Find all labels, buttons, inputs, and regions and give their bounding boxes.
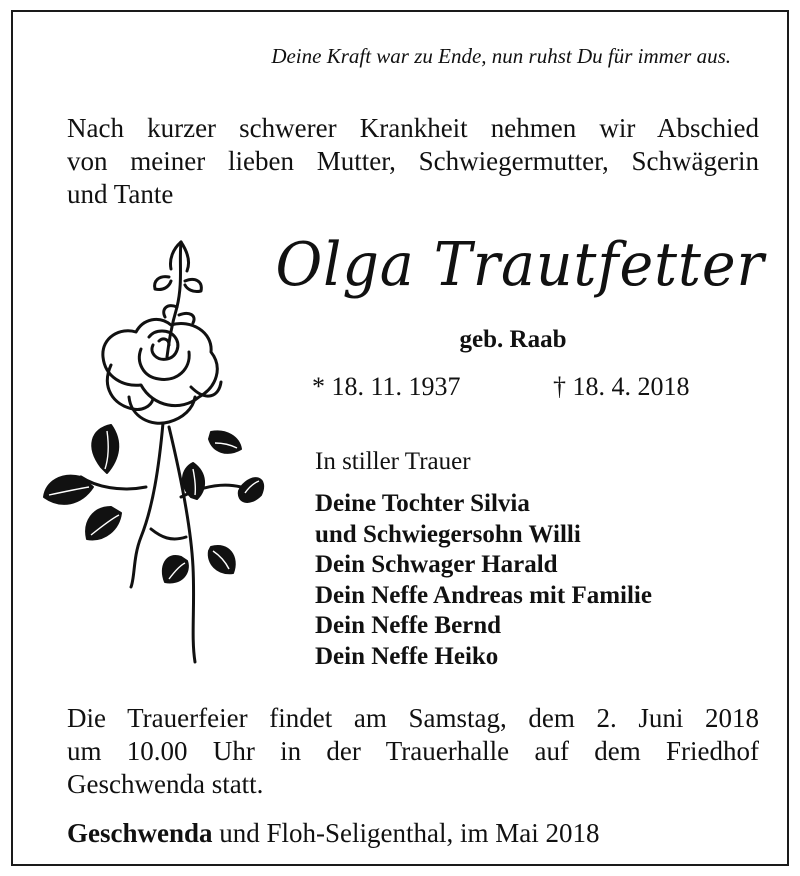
mourner-item: Dein Neffe Bernd	[315, 612, 502, 639]
service-line: Geschwenda statt.	[67, 769, 264, 799]
motto: Deine Kraft war zu Ende, nun ruhst Du für immer aus.	[271, 44, 731, 68]
mourner-item: und Schwiegersohn Willi	[315, 520, 581, 548]
footer-rest: und Floh-Seligenthal, im Mai 2018	[212, 818, 600, 848]
rose-icon	[41, 237, 266, 667]
intro-line: Nach kurzer schwerer Krankheit nehmen wir Abschied	[67, 113, 759, 143]
footer-place: Geschwenda	[67, 818, 213, 848]
death-date: † 18. 4. 2018	[553, 372, 690, 401]
mourning-intro: In stiller Trauer	[315, 448, 471, 475]
intro-line: und Tante	[67, 179, 174, 209]
deceased-name: Olga Trautfetter	[275, 230, 765, 300]
mourner-item: Dein Schwager Harald	[315, 551, 558, 578]
mourner-item: Dein Neffe Andreas mit Familie	[315, 581, 652, 609]
birth-date: * 18. 11. 1937	[312, 372, 461, 401]
service-info	[67, 702, 759, 801]
obituary-frame	[11, 10, 789, 866]
service-line: Die Trauerfeier findet am Samstag, dem 2. Juni 2018	[67, 703, 759, 733]
maiden-name: geb. Raab	[459, 326, 567, 353]
footer-place-date	[67, 818, 600, 849]
service-line: um 10.00 Uhr in der Trauerhalle auf dem Friedhof	[67, 736, 759, 766]
intro-text	[67, 112, 759, 211]
mourners-list	[315, 489, 652, 672]
mourner-item: Dein Neffe Heiko	[315, 642, 499, 670]
intro-line: von meiner lieben Mutter, Schwiegermutter, Schwägerin	[67, 146, 759, 176]
mourner-item: Deine Tochter Silvia	[315, 490, 530, 517]
